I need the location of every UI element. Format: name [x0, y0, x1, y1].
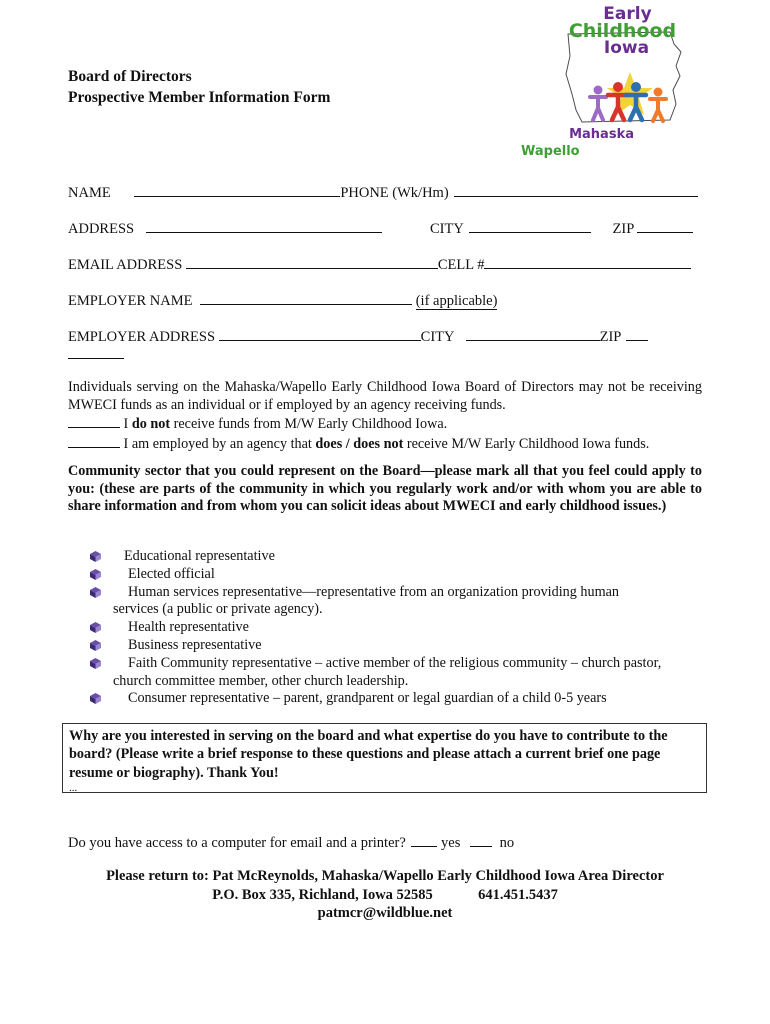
- form-title: [68, 66, 330, 108]
- early-childhood-iowa-logo: [560, 4, 685, 132]
- funding-option-1-blank[interactable]: [68, 414, 120, 428]
- row-zip-continued: [68, 344, 124, 364]
- employer-address-label: EMPLOYER ADDRESS: [68, 329, 216, 345]
- title-line-2: Prospective Member Information Form: [68, 89, 331, 106]
- logo-text: [560, 6, 685, 57]
- funding-intro: Individuals serving on the Mahaska/Wapello Early Childhood Iowa Board of Directors may not be receiving MWECI funds as an individual or if employed by an agency receiving funds.: [68, 379, 702, 413]
- employer-field[interactable]: [200, 290, 412, 305]
- sector-item-text: Educational representative: [124, 548, 275, 564]
- zip-label: ZIP: [612, 221, 634, 237]
- bullet-icon: [90, 569, 101, 580]
- sector-list: [90, 548, 710, 708]
- funding-option-1-text-a: I: [123, 416, 132, 432]
- funding-option-1: [68, 414, 702, 434]
- sector-item[interactable]: [90, 690, 710, 708]
- funding-option-2: [68, 434, 702, 454]
- no-blank[interactable]: [470, 832, 492, 847]
- city2-field[interactable]: [466, 326, 600, 341]
- row-city-zip: [430, 218, 693, 238]
- bullet-icon: [90, 640, 101, 651]
- sector-item-text: Faith Community representative – active member of the religious community – church pastor,: [128, 654, 662, 671]
- row-address: [68, 218, 382, 238]
- bullet-icon: [90, 622, 101, 633]
- bullet-icon: [90, 693, 101, 704]
- sector-item[interactable]: [90, 619, 710, 637]
- name-label: NAME: [68, 185, 111, 201]
- city2-label: CITY: [420, 329, 454, 345]
- return-line-1: Please return to: Pat McReynolds, Mahaska/Wapello Early Childhood Iowa Area Director: [106, 868, 664, 884]
- cell-field[interactable]: [484, 254, 691, 269]
- question-text: Why are you interested in serving on the board and what expertise do you have to contribute to the board? (Please write a brief response to these questions and please attach a current brief one page resume or biography). Thank You!: [69, 728, 668, 781]
- city-label: CITY: [430, 221, 464, 237]
- email-field[interactable]: [186, 254, 438, 269]
- city-field[interactable]: [469, 218, 591, 233]
- yes-label: yes: [441, 835, 461, 851]
- sector-item[interactable]: [90, 584, 710, 620]
- phone-label: PHONE (Wk/Hm): [340, 185, 449, 201]
- sector-item[interactable]: [90, 655, 710, 691]
- funding-option-1-bold: do not: [131, 416, 171, 432]
- bullet-icon: [90, 587, 101, 598]
- return-address: P.O. Box 335, Richland, Iowa 52585: [212, 886, 433, 903]
- logo-county-mahaska: Mahaska: [569, 127, 634, 142]
- if-applicable-note: (if applicable): [415, 293, 498, 309]
- sector-item-continued: services (a public or private agency).: [113, 601, 323, 618]
- row-name-phone: [68, 182, 698, 202]
- address-label: ADDRESS: [68, 221, 135, 237]
- yes-blank[interactable]: [411, 832, 437, 847]
- employer-label: EMPLOYER NAME: [68, 293, 193, 309]
- funding-option-2-text-c: receive M/W Early Childhood Iowa funds.: [403, 435, 650, 452]
- name-field[interactable]: [134, 182, 340, 197]
- logo-early: Early: [603, 4, 652, 24]
- logo-county-wapello: Wapello: [521, 144, 580, 159]
- title-line-1: Board of Directors: [68, 68, 192, 85]
- funding-section: [68, 379, 702, 453]
- sector-item-continued: church committee member, other church leadership.: [113, 672, 409, 689]
- sector-item-text: Health representative: [128, 619, 249, 636]
- sector-item-text: Human services representative—representative from an organization providing human: [128, 583, 620, 600]
- row-email-cell: [68, 254, 691, 274]
- logo-childhood: Childhood: [568, 20, 677, 42]
- logo-iowa: Iowa: [603, 38, 650, 58]
- funding-option-2-blank[interactable]: [68, 434, 120, 448]
- response-area[interactable]: ...: [69, 781, 78, 794]
- phone-field[interactable]: [454, 182, 698, 197]
- funding-option-2-text-a: I am employed by an agency that: [123, 435, 316, 452]
- sector-item[interactable]: [90, 548, 710, 566]
- return-phone: 641.451.5437: [478, 886, 558, 903]
- zip-field[interactable]: [637, 218, 693, 233]
- zip2-label: ZIP: [599, 329, 621, 345]
- employer-address-field[interactable]: [219, 326, 421, 341]
- sector-item[interactable]: [90, 637, 710, 655]
- sector-item-text: Elected official: [128, 565, 215, 582]
- sector-item[interactable]: [90, 566, 710, 584]
- question-box[interactable]: [62, 723, 707, 793]
- email-label: EMAIL ADDRESS: [68, 257, 183, 273]
- zip2-field-continued[interactable]: [68, 344, 124, 359]
- sector-item-text: Consumer representative – parent, grandparent or legal guardian of a child 0-5 years: [128, 690, 607, 707]
- row-computer-access: [68, 832, 514, 852]
- sector-item-text: Business representative: [128, 636, 262, 653]
- bullet-icon: [90, 658, 101, 669]
- return-line-2: [0, 886, 770, 905]
- address-field[interactable]: [146, 218, 382, 233]
- sector-heading: Community sector that you could represent on the Board—please mark all that you feel could apply to you: (these are parts of the community in which you regularly work and/or with whom you are able to share information and from whom you can solicit ideas about MWECI and early childhood issues.): [68, 463, 702, 514]
- computer-question: Do you have access to a computer for email and a printer?: [68, 835, 406, 851]
- row-employer-address: [68, 326, 648, 346]
- funding-option-2-bold: does / does not: [315, 435, 404, 452]
- zip2-field[interactable]: [626, 326, 648, 341]
- cell-label: CELL #: [437, 257, 485, 273]
- no-label: no: [499, 835, 515, 851]
- bullet-icon: [90, 551, 101, 562]
- funding-option-1-text-c: receive funds from M/W Early Childhood Iowa.: [170, 416, 448, 432]
- return-email[interactable]: patmcr@wildblue.net: [317, 905, 453, 921]
- row-employer: [68, 290, 497, 310]
- return-info: [0, 867, 770, 923]
